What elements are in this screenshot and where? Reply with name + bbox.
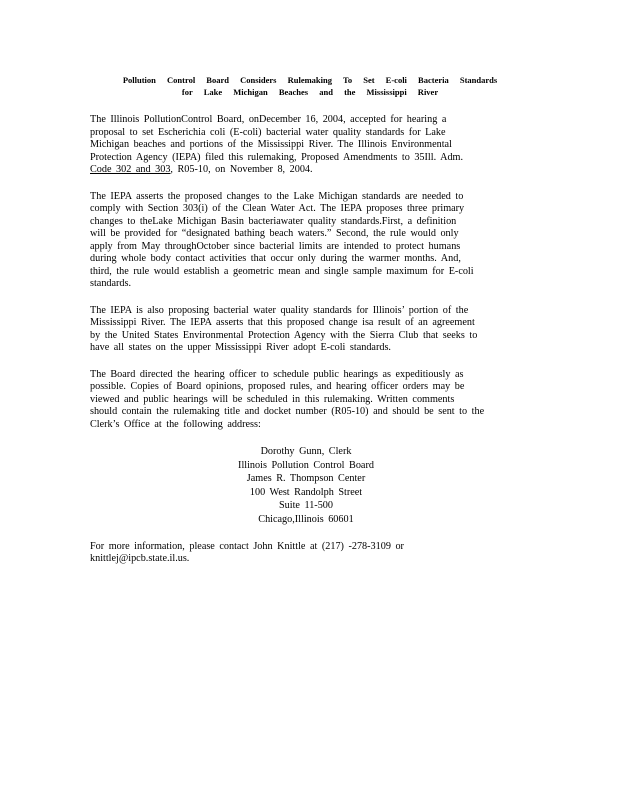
text-fragment: , R05-10, on November 8, 2004. <box>170 164 313 175</box>
text-line: during whole body contact activities that occur only during the warmer months. And, <box>90 253 461 264</box>
text-line: The IEPA asserts the proposed changes to the Lake Michigan standards are needed to <box>90 190 464 202</box>
text-line: The Board directed the hearing officer to schedule public hearings as expeditiously as <box>90 368 464 380</box>
address-building: James R. Thompson Center <box>246 473 366 485</box>
title-line-1: Pollution Control Board Considers Rulemaking To Set E-coli Bacteria Standards <box>122 75 498 85</box>
paragraph-mississippi <box>90 305 522 355</box>
paragraph-intro <box>90 114 522 177</box>
title-line-2: for Lake Michigan Beaches and the Mississippi River <box>181 87 439 97</box>
text-line: third, the rule would establish a geometric mean and single sample maximum for E-coli <box>90 265 474 277</box>
paragraph-contact <box>90 541 522 566</box>
text-line: standards. <box>90 278 132 289</box>
code-citation: Code 302 and 303 <box>90 164 171 175</box>
address-street: 100 West Randolph Street <box>249 486 363 498</box>
text-line: should contain the rulemaking title and docket number (R05-10) and should be sent to the <box>90 406 485 417</box>
text-line: have all states on the upper Mississippi River adopt E-coli standards. <box>90 342 391 353</box>
paragraph-lake-michigan <box>90 191 522 291</box>
text-line: by the United States Environmental Protection Agency with the Sierra Club that seeks to <box>90 329 478 341</box>
address-suite: Suite 11-500 <box>279 500 333 512</box>
text-line: proposal to set Escherichia coli (E-coli) bacterial water quality standards for Lake <box>90 126 446 138</box>
text-line: Clerk’s Office at the following address: <box>90 418 261 430</box>
text-line: possible. Copies of Board opinions, proposed rules, and hearing officer orders may be <box>90 381 465 392</box>
text-line: Mississippi River. The IEPA asserts that this proposed change isa result of an agreement <box>90 317 475 328</box>
text-line: apply from May throughOctober since bacterial limits are intended to protect humans <box>90 240 461 252</box>
address-city: Chicago,Illinois 60601 <box>258 513 354 525</box>
text-line: comply with Section 303(i) of the Clean Water Act. The IEPA proposes three primary <box>90 203 465 214</box>
text-line <box>90 164 522 177</box>
press-release-title <box>90 74 530 98</box>
text-line: For more information, please contact John Knittle at (217) -278-3109 or <box>90 540 404 552</box>
document-body <box>90 114 522 580</box>
text-line: changes to theLake Michigan Basin bacteriawater quality standards.First, a definition <box>90 215 457 227</box>
text-line: The IEPA is also proposing bacterial water quality standards for Illinois’ portion of the <box>90 304 469 316</box>
clerk-address <box>90 445 522 527</box>
text-line: viewed and public hearings will be scheduled in this rulemaking. Written comments <box>90 393 455 405</box>
paragraph-hearings <box>90 369 522 432</box>
text-line: Michigan beaches and portions of the Mississippi River. The Illinois Environmental <box>90 139 452 150</box>
text-line: will be provided for “designated bathing beach waters.” Second, the rule would only <box>90 228 459 239</box>
contact-email: knittlej@ipcb.state.il.us. <box>90 553 190 565</box>
text-line: Protection Agency (IEPA) filed this rulemaking, Proposed Amendments to 35Ill. Adm. <box>90 151 464 163</box>
address-organization: Illinois Pollution Control Board <box>238 459 374 471</box>
address-name: Dorothy Gunn, Clerk <box>260 446 352 457</box>
text-line: The Illinois PollutionControl Board, onDecember 16, 2004, accepted for hearing a <box>90 114 447 125</box>
